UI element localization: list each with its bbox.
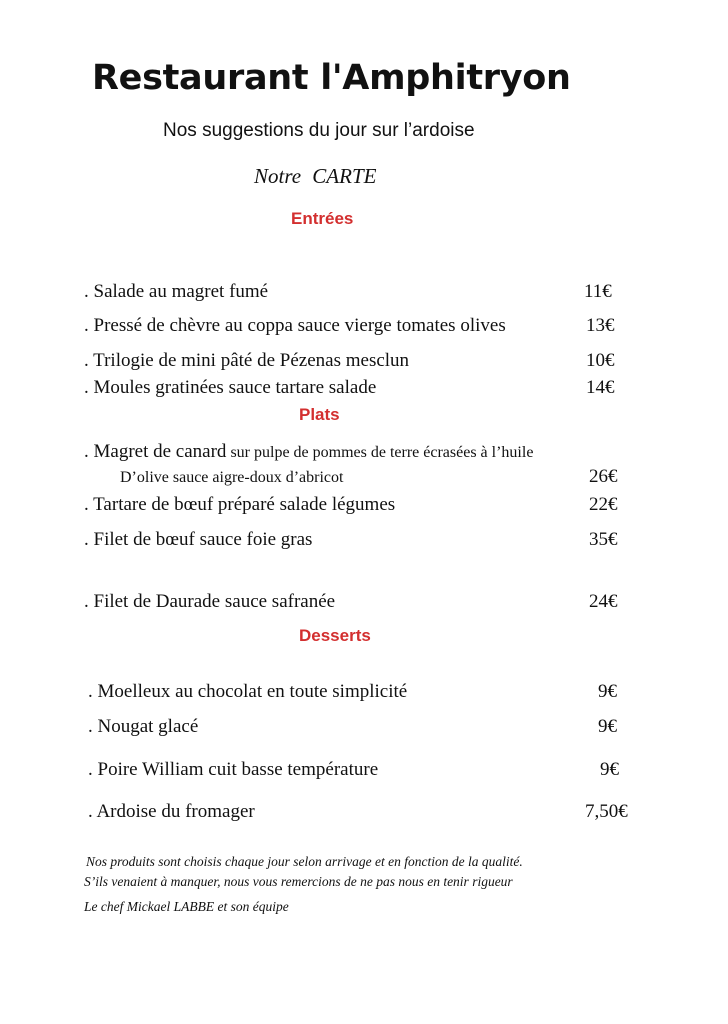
chef-signature: Le chef Mickael LABBE et son équipe <box>84 899 289 914</box>
menu-item-name: . Tartare de bœuf préparé salade légumes <box>84 494 396 515</box>
menu-item-name: . Magret de canard <box>84 441 227 462</box>
menu-item-price: 9€ <box>598 681 617 702</box>
menu-item-description: D’olive sauce aigre-doux d’abricot <box>120 469 344 486</box>
section-heading-plats: Plats <box>299 405 340 424</box>
menu-item-price: 24€ <box>589 591 618 612</box>
menu-item-price: 7,50€ <box>585 801 628 822</box>
menu-item-name: . Moules gratinées sauce tartare salade <box>84 377 377 398</box>
menu-item-description: sur pulpe de pommes de terre écrasées à l’huile <box>226 444 534 461</box>
menu-item-price: 26€ <box>589 466 618 487</box>
menu-item-price: 14€ <box>586 377 615 398</box>
menu-item-name: . Salade au magret fumé <box>84 281 269 302</box>
menu-item-name: . Pressé de chèvre au coppa sauce vierge tomates olives <box>84 315 506 336</box>
footer-note: S’ils venaient à manquer, nous vous remercions de ne pas nous en tenir rigueur <box>84 874 513 889</box>
menu-item-price: 10€ <box>586 350 615 371</box>
menu-item-price: 9€ <box>598 716 617 737</box>
menu-item-magret <box>84 441 533 463</box>
footer-note: Nos produits sont choisis chaque jour selon arrivage et en fonction de la qualité. <box>86 854 523 869</box>
carte-heading: Notre CARTE <box>254 164 377 188</box>
section-heading-desserts: Desserts <box>299 626 371 645</box>
menu-item-name: . Trilogie de mini pâté de Pézenas mesclun <box>84 350 410 371</box>
section-heading-entrees: Entrées <box>291 209 354 228</box>
menu-item-name: . Moelleux au chocolat en toute simplicité <box>88 681 408 702</box>
menu-item-price: 35€ <box>589 529 618 550</box>
menu-item-name: . Ardoise du fromager <box>88 801 255 822</box>
menu-item-price: 22€ <box>589 494 618 515</box>
menu-item-name: . Filet de bœuf sauce foie gras <box>84 529 313 550</box>
menu-item-price: 13€ <box>586 315 615 336</box>
menu-item-price: 11€ <box>584 281 612 302</box>
restaurant-title: Restaurant l'Amphitryon <box>92 58 571 98</box>
subtitle: Nos suggestions du jour sur l’ardoise <box>163 120 475 141</box>
menu-item-name: . Nougat glacé <box>88 716 199 737</box>
menu-item-price: 9€ <box>600 759 619 780</box>
menu-item-name: . Poire William cuit basse température <box>88 759 379 780</box>
menu-item-name: . Filet de Daurade sauce safranée <box>84 591 336 612</box>
